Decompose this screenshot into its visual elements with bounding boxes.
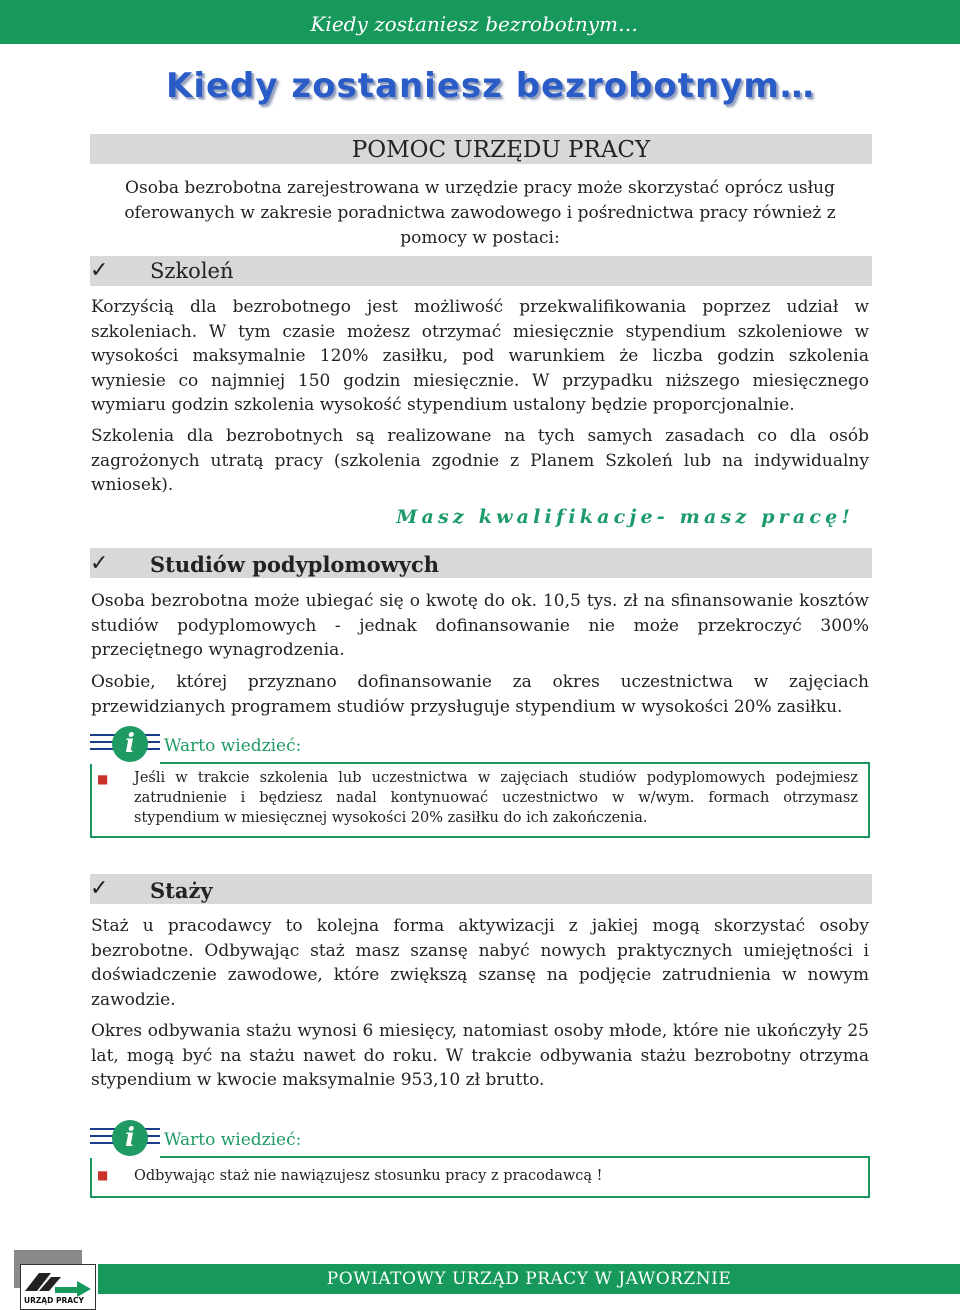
info-text-2: Odbywając staż nie nawiązujesz stosunku pracy z pracodawcą !	[134, 1168, 603, 1184]
header-bar	[0, 0, 960, 44]
staze-label: Staży	[150, 878, 213, 903]
footer-text: POWIATOWY URZĄD PRACY W JAWORZNIE	[326, 1269, 732, 1289]
intro-paragraph: Osoba bezrobotna zarejestrowana w urzędzie pracy może skorzystać oprócz usług oferowanych w zakresie poradnictwa zawodowego i pośrednictwa pracy również z pomocy w postaci:	[124, 178, 836, 248]
urzad-pracy-logo	[14, 1250, 94, 1308]
main-section-bar	[90, 134, 872, 164]
logo-arrow-icon	[21, 1265, 95, 1297]
bullet-icon: ■	[97, 1168, 109, 1182]
szkolenia-label: Szkoleń	[150, 259, 234, 283]
info-text-1: Jeśli w trakcie szkolenia lub uczestnictwa w zajęciach studiów podyplomowych podejmiesz zatrudnienie i będziesz nadal kontynuować uczestnictwo w w/wym. formach otrzymasz stypendium w miesięcznej wysokości 20% zasiłku do ich zakończenia.	[134, 770, 858, 826]
studia-paragraph-2: Osobie, której przyznano dofinansowanie za okres uczestnictwa w zajęciach przewidzianych programem studiów przysługuje stypendium w wysokości 20% zasiłku.	[91, 672, 869, 717]
checkmark-icon: ✓	[90, 258, 109, 283]
info-icon: i	[112, 1120, 148, 1156]
info-header-2	[90, 1120, 870, 1160]
staze-paragraph-1: Staż u pracodawcy to kolejna forma aktywizacji z jakiej mogą skorzystać osoby bezrobotne. Odbywając staż masz szansę nabyć nowych praktycznych umiejętności i doświadczenie zawodowe, które zwiększą szansę na podjęcie zatrudnienia w nowym zawodzie.	[91, 916, 869, 1010]
staze-paragraph-2: Okres odbywania stażu wynosi 6 miesięcy, natomiast osoby młode, które nie ukończyły 25 lat, mogą być na stażu nawet do roku. W trakcie odbywania stażu bezrobotny otrzyma stypendium w kwocie maksymalnie 953,10 zł brutto.	[91, 1021, 869, 1090]
logo-text: URZĄD PRACY	[24, 1296, 84, 1305]
studia-paragraph-1: Osoba bezrobotna może ubiegać się o kwotę do ok. 10,5 tys. zł na sfinansowanie kosztów studiów podyplomowych - jednak dofinansowanie nie może przekroczyć 300% przeciętnego wynagrodzenia.	[91, 591, 869, 660]
info-header-1	[90, 726, 870, 766]
studia-label: Studiów podyplomowych	[150, 552, 439, 577]
szkolenia-paragraph-1: Korzyścią dla bezrobotnego jest możliwość przekwalifikowania poprzez udział w szkoleniach. W tym czasie możesz otrzymać miesięcznie stypendium szkoleniowe w wysokości maksymalnie 120% zasiłku, pod warunkiem że liczba godzin szkolenia wyniesie co najmniej 150 godzin miesięcznie. W przypadku niższego miesięcznego wymiaru godzin szkolenia wysokość stypendium ustalony będzie proporcjonalnie.	[91, 297, 869, 415]
checkmark-icon: ✓	[90, 551, 109, 576]
info-title-2: Warto wiedzieć:	[164, 1130, 302, 1150]
page-title: Kiedy zostaniesz bezrobotnym…	[166, 66, 815, 106]
info-icon: i	[112, 726, 148, 762]
checkmark-icon: ✓	[90, 876, 109, 901]
running-title: Kiedy zostaniesz bezrobotnym…	[310, 12, 638, 36]
motto: Masz kwalifikacje- masz pracę!	[396, 506, 854, 528]
footer-bar	[98, 1264, 960, 1294]
info-box-2	[90, 1158, 870, 1198]
szkolenia-paragraph-2: Szkolenia dla bezrobotnych są realizowane na tych samych zasadach co dla osób zagrożonych utratą pracy (szkolenia zgodnie z Planem Szkoleń lub na indywidualny wniosek).	[91, 426, 869, 495]
info-box-1	[90, 764, 870, 838]
info-title-1: Warto wiedzieć:	[164, 736, 302, 756]
main-section-title: POMOC URZĘDU PRACY	[351, 137, 651, 163]
bullet-icon: ■	[97, 772, 109, 786]
